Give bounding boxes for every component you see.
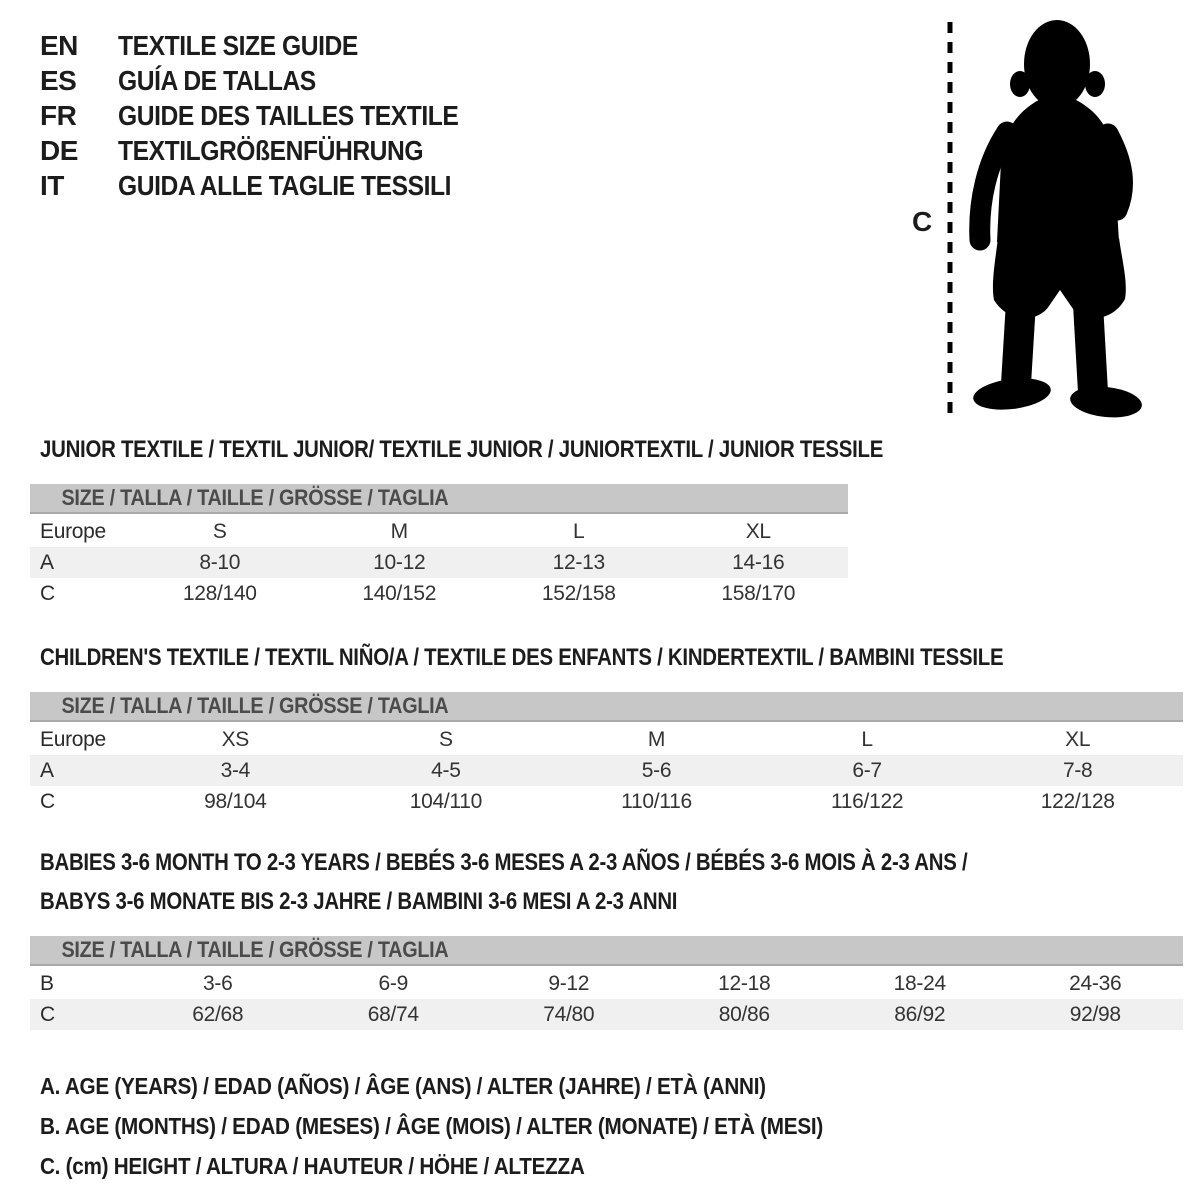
size-value: 86/92 — [894, 1002, 946, 1026]
row-label: Europe — [40, 727, 106, 751]
size-value: 74/80 — [543, 1002, 595, 1026]
size-value: 140/152 — [362, 581, 437, 605]
table-row-b — [30, 968, 1183, 999]
guide-title: TEXTILE SIZE GUIDE — [118, 30, 358, 61]
size-value: 104/110 — [409, 789, 483, 813]
language-code: ES — [40, 65, 77, 96]
legend-text: C. (cm) HEIGHT / ALTURA / HAUTEUR / HÖHE / ALTEZZA — [40, 1153, 585, 1179]
size-value: L — [861, 727, 873, 751]
size-value: 24-36 — [1069, 971, 1122, 995]
table-row-c — [30, 578, 848, 609]
legend — [40, 1068, 910, 1188]
row-label: B — [40, 971, 54, 995]
size-table-section-children — [30, 640, 1183, 817]
section-title: BABIES 3-6 MONTH TO 2-3 YEARS / BEBÉS 3-6 MESES A 2-3 AÑOS / BÉBÉS 3-6 MOIS À 2-3 ANS / — [40, 849, 968, 876]
table-row-europe — [30, 724, 1183, 755]
size-value: 4-5 — [431, 758, 461, 782]
size-value: 68/74 — [367, 1002, 419, 1026]
legend-text: A. AGE (YEARS) / EDAD (AÑOS) / ÂGE (ANS) / ALTER (JAHRE) / ETÀ (ANNI) — [40, 1073, 766, 1099]
size-value: 80/86 — [718, 1002, 770, 1026]
size-value: XS — [221, 727, 249, 751]
size-value: 12-18 — [718, 971, 771, 995]
size-value: 6-7 — [852, 758, 882, 782]
size-header-bar — [30, 692, 1183, 722]
size-value: XL — [1065, 727, 1091, 751]
legend-line — [40, 1148, 910, 1188]
size-table — [30, 516, 848, 609]
legend-line — [40, 1108, 910, 1148]
table-row-europe — [30, 516, 848, 547]
guide-title: GUÍA DE TALLAS — [118, 65, 316, 96]
size-header-label: SIZE / TALLA / TAILLE / GRÖSSE / TAGLIA — [61, 693, 449, 718]
size-value: 10-12 — [373, 550, 426, 574]
section-title-block — [30, 432, 884, 471]
toddler-silhouette — [971, 20, 1143, 421]
section-title-block — [30, 845, 1183, 923]
row-label: A — [40, 758, 54, 782]
size-header-bar — [30, 936, 1183, 966]
legend-line — [40, 1068, 910, 1108]
size-table-section-junior — [30, 432, 884, 609]
section-title: CHILDREN'S TEXTILE / TEXTIL NIÑO/A / TEXTILE DES ENFANTS / KINDERTEXTIL / BAMBINI TESSILE — [40, 644, 1004, 671]
table-row-a — [30, 755, 1183, 786]
size-value: 8-10 — [199, 550, 241, 574]
size-value: 152/158 — [541, 581, 616, 605]
guide-title: TEXTILGRÖßENFÜHRUNG — [118, 135, 424, 166]
table-row-c — [30, 999, 1183, 1030]
size-value: 5-6 — [641, 758, 672, 782]
table-row-a — [30, 547, 848, 578]
size-value: 9-12 — [548, 971, 590, 995]
size-header-label: SIZE / TALLA / TAILLE / GRÖSSE / TAGLIA — [61, 485, 449, 510]
size-value: L — [573, 519, 585, 543]
size-value: S — [439, 727, 453, 751]
height-measure-label: C — [912, 206, 933, 237]
size-table — [30, 968, 1183, 1030]
size-value: XL — [745, 519, 771, 543]
size-value: 98/104 — [204, 789, 267, 813]
size-header-bar — [30, 484, 848, 514]
size-header-label: SIZE / TALLA / TAILLE / GRÖSSE / TAGLIA — [61, 937, 449, 962]
guide-title: GUIDE DES TAILLES TEXTILE — [118, 100, 459, 131]
size-value: 62/68 — [192, 1002, 244, 1026]
language-title-list — [40, 28, 505, 203]
toddler-height-figure — [900, 0, 1200, 430]
table-row-c — [30, 786, 1183, 817]
size-value: M — [390, 519, 408, 543]
size-value: 3-4 — [220, 758, 251, 782]
size-value: 7-8 — [1062, 758, 1093, 782]
row-label: A — [40, 550, 54, 574]
row-label: C — [40, 1002, 55, 1026]
size-value: 18-24 — [893, 971, 946, 995]
language-code: IT — [40, 170, 64, 201]
size-value: 110/116 — [621, 789, 692, 813]
size-value: 158/170 — [721, 581, 796, 605]
size-value: 6-9 — [378, 971, 408, 995]
size-value: S — [212, 519, 227, 543]
toddler-silhouette-graphic — [900, 0, 1200, 430]
section-title: JUNIOR TEXTILE / TEXTIL JUNIOR/ TEXTILE JUNIOR / JUNIORTEXTIL / JUNIOR TESSILE — [40, 436, 884, 463]
size-value: M — [647, 727, 666, 751]
row-label: Europe — [40, 519, 106, 543]
row-label: C — [40, 789, 55, 813]
size-value: 122/128 — [1040, 789, 1115, 813]
section-title-block — [30, 640, 1183, 679]
row-label: C — [40, 581, 55, 605]
size-value: 12-13 — [552, 550, 605, 574]
language-code: EN — [40, 30, 78, 61]
size-value: 14-16 — [732, 550, 785, 574]
size-table — [30, 724, 1183, 817]
size-value: 116/122 — [830, 789, 904, 813]
size-value: 128/140 — [182, 581, 257, 605]
size-table-section-babies — [30, 845, 1183, 1030]
language-code: DE — [40, 135, 78, 166]
size-value: 92/98 — [1069, 1002, 1121, 1026]
section-title: BABYS 3-6 MONATE BIS 2-3 JAHRE / BAMBINI 3-6 MESI A 2-3 ANNI — [40, 888, 678, 915]
guide-title: GUIDA ALLE TAGLIE TESSILI — [118, 170, 452, 201]
language-code: FR — [40, 100, 77, 131]
legend-text: B. AGE (MONTHS) / EDAD (MESES) / ÂGE (MOIS) / ALTER (MONATE) / ETÀ (MESI) — [40, 1113, 823, 1139]
size-value: 3-6 — [203, 971, 233, 995]
